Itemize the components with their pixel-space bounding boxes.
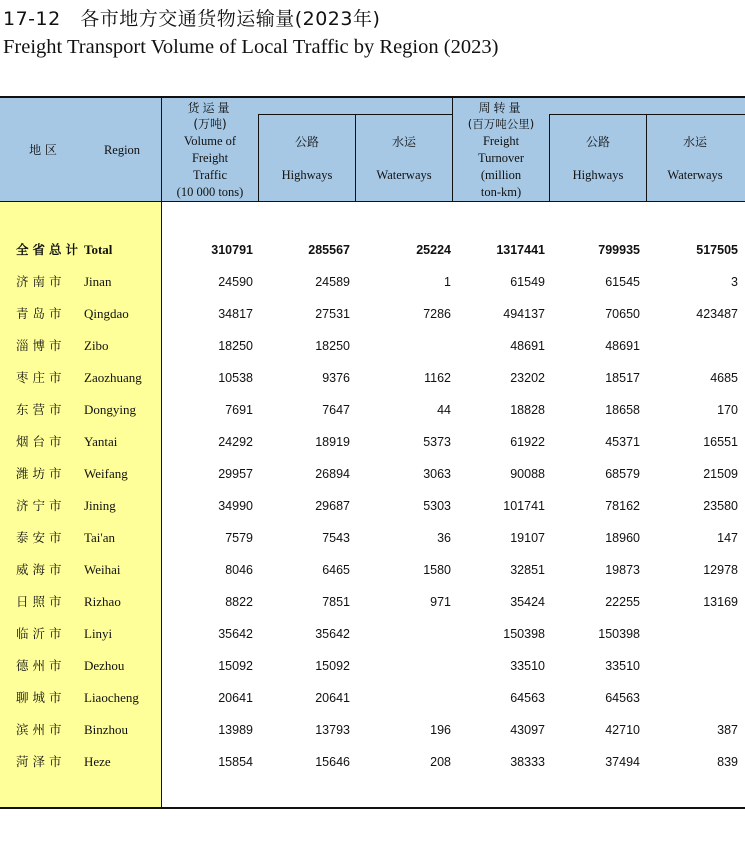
value-cell: 29687 xyxy=(315,499,350,513)
table-row xyxy=(0,394,745,426)
value-cell: 61922 xyxy=(510,435,545,449)
value-cell: 36 xyxy=(437,531,451,545)
region-name-en: Jining xyxy=(84,498,116,513)
value-cell: 33510 xyxy=(605,659,640,673)
value-cell: 24590 xyxy=(218,275,253,289)
value-cell: 1 xyxy=(444,275,451,289)
value-cell: 26894 xyxy=(315,467,350,481)
value-cell: 18250 xyxy=(315,339,350,353)
value-cell: 1317441 xyxy=(496,243,545,257)
value-cell: 517505 xyxy=(696,243,738,257)
region-name-en: Binzhou xyxy=(84,722,129,737)
table-row xyxy=(0,650,745,682)
header-divider xyxy=(258,114,453,115)
value-cell: 61549 xyxy=(510,275,545,289)
region-name-en: Dongying xyxy=(84,402,136,417)
value-cell: 35642 xyxy=(218,627,253,641)
header-volume-en-2: Freight xyxy=(191,151,229,165)
value-cell: 78162 xyxy=(605,499,640,513)
value-cell: 21509 xyxy=(703,467,738,481)
table-row xyxy=(0,362,745,394)
value-cell: 196 xyxy=(430,723,451,737)
value-cell: 68579 xyxy=(605,467,640,481)
header-volume-waterways-cn: 水运 xyxy=(391,135,416,149)
region-name-en: Tai'an xyxy=(84,530,116,545)
value-cell: 1580 xyxy=(423,563,451,577)
region-name-en: Liaocheng xyxy=(84,690,139,705)
table-row xyxy=(0,682,745,714)
header-volume-cn: 货运量 xyxy=(187,101,233,115)
header-volume-en-unit: (10 000 tons) xyxy=(176,185,244,199)
value-cell: 13169 xyxy=(703,595,738,609)
value-cell: 18517 xyxy=(605,371,640,385)
region-name-cn: 德州市 xyxy=(16,658,66,673)
header-divider xyxy=(258,114,259,202)
value-cell: 4685 xyxy=(710,371,738,385)
value-cell: 37494 xyxy=(605,755,640,769)
value-cell: 150398 xyxy=(503,627,545,641)
value-cell: 18960 xyxy=(605,531,640,545)
region-name-en: Linyi xyxy=(84,626,113,641)
value-cell: 285567 xyxy=(308,243,350,257)
region-name-cn: 潍坊市 xyxy=(16,466,66,481)
value-cell: 6465 xyxy=(322,563,350,577)
header-volume-unit-cn: (万吨) xyxy=(193,117,227,131)
region-name-cn: 滨州市 xyxy=(16,722,66,737)
region-name-cn: 烟台市 xyxy=(16,434,66,449)
value-cell: 9376 xyxy=(322,371,350,385)
value-cell: 7691 xyxy=(225,403,253,417)
value-cell: 32851 xyxy=(510,563,545,577)
value-cell: 19873 xyxy=(605,563,640,577)
header-divider xyxy=(549,114,550,202)
region-name-en: Yantai xyxy=(84,434,118,449)
value-cell: 15854 xyxy=(218,755,253,769)
value-cell: 387 xyxy=(717,723,738,737)
value-cell: 7286 xyxy=(423,307,451,321)
value-cell: 208 xyxy=(430,755,451,769)
header-turnover-highways-en: Highways xyxy=(572,168,624,182)
header-turnover-unit-cn: (百万吨公里) xyxy=(467,117,535,131)
value-cell: 150398 xyxy=(598,627,640,641)
value-cell: 64563 xyxy=(510,691,545,705)
table-row xyxy=(0,266,745,298)
region-name-cn: 菏泽市 xyxy=(16,754,66,769)
table-row xyxy=(0,714,745,746)
region-name-cn: 临沂市 xyxy=(16,626,66,641)
region-name-en: Zaozhuang xyxy=(84,370,142,385)
region-name-en: Total xyxy=(84,242,113,257)
value-cell: 48691 xyxy=(510,339,545,353)
region-name-cn: 济南市 xyxy=(16,274,66,289)
value-cell: 24292 xyxy=(218,435,253,449)
region-name-cn: 聊城市 xyxy=(16,690,66,705)
table-row xyxy=(0,458,745,490)
table-row xyxy=(0,554,745,586)
value-cell: 38333 xyxy=(510,755,545,769)
value-cell: 971 xyxy=(430,595,451,609)
value-cell: 3 xyxy=(731,275,738,289)
header-turnover-highways-cn: 公路 xyxy=(585,135,610,149)
region-name-en: Weihai xyxy=(84,562,121,577)
table-row xyxy=(0,586,745,618)
value-cell: 310791 xyxy=(211,243,253,257)
table-header xyxy=(0,96,745,202)
header-turnover-en-4: ton-km) xyxy=(480,185,522,199)
region-name-en: Rizhao xyxy=(84,594,121,609)
value-cell: 18828 xyxy=(510,403,545,417)
header-turnover-cn: 周转量 xyxy=(478,101,524,115)
table-title-english: Freight Transport Volume of Local Traffic by Region (2023) xyxy=(3,36,499,58)
table-row xyxy=(0,490,745,522)
table-row-total xyxy=(0,234,745,266)
value-cell: 7647 xyxy=(322,403,350,417)
value-cell: 3063 xyxy=(423,467,451,481)
value-cell: 42710 xyxy=(605,723,640,737)
value-cell: 35642 xyxy=(315,627,350,641)
value-cell: 101741 xyxy=(503,499,545,513)
header-turnover-en-2: Turnover xyxy=(477,151,525,165)
value-cell: 8822 xyxy=(225,595,253,609)
header-volume-en-3: Traffic xyxy=(192,168,228,182)
header-volume-highways-cn: 公路 xyxy=(294,135,319,149)
region-name-cn: 全省总计 xyxy=(16,242,83,257)
header-divider xyxy=(646,114,647,202)
value-cell: 170 xyxy=(717,403,738,417)
value-cell: 839 xyxy=(717,755,738,769)
region-name-cn: 泰安市 xyxy=(16,530,66,545)
header-divider xyxy=(355,114,356,202)
value-cell: 7579 xyxy=(225,531,253,545)
header-turnover-waterways-cn: 水运 xyxy=(682,135,707,149)
region-name-en: Qingdao xyxy=(84,306,129,321)
header-turnover-en-1: Freight xyxy=(482,134,520,148)
value-cell: 19107 xyxy=(510,531,545,545)
value-cell: 23202 xyxy=(510,371,545,385)
table-row xyxy=(0,330,745,362)
header-divider xyxy=(549,114,745,115)
value-cell: 5303 xyxy=(423,499,451,513)
value-cell: 35424 xyxy=(510,595,545,609)
region-name-cn: 威海市 xyxy=(16,562,66,577)
region-name-en: Dezhou xyxy=(84,658,125,673)
value-cell: 34817 xyxy=(218,307,253,321)
value-cell: 13989 xyxy=(218,723,253,737)
value-cell: 7851 xyxy=(322,595,350,609)
value-cell: 29957 xyxy=(218,467,253,481)
header-region-en: Region xyxy=(103,143,141,157)
table-row xyxy=(0,298,745,330)
table-row xyxy=(0,746,745,778)
table-row xyxy=(0,426,745,458)
header-volume-en-1: Volume of xyxy=(183,134,237,148)
value-cell: 44 xyxy=(437,403,451,417)
value-cell: 45371 xyxy=(605,435,640,449)
region-name-cn: 淄博市 xyxy=(16,338,66,353)
region-name-cn: 日照市 xyxy=(16,594,66,609)
value-cell: 33510 xyxy=(510,659,545,673)
region-name-cn: 东营市 xyxy=(16,402,66,417)
header-volume-waterways-en: Waterways xyxy=(376,168,432,182)
region-name-cn: 枣庄市 xyxy=(16,370,66,385)
value-cell: 18919 xyxy=(315,435,350,449)
header-divider xyxy=(161,98,162,202)
table-row xyxy=(0,618,745,650)
header-turnover-waterways-en: Waterways xyxy=(667,168,723,182)
value-cell: 799935 xyxy=(598,243,640,257)
value-cell: 90088 xyxy=(510,467,545,481)
value-cell: 8046 xyxy=(225,563,253,577)
value-cell: 13793 xyxy=(315,723,350,737)
value-cell: 18250 xyxy=(218,339,253,353)
value-cell: 70650 xyxy=(605,307,640,321)
table-title-chinese: 17-12 各市地方交通货物运输量(2023年) xyxy=(3,8,381,30)
region-name-cn: 济宁市 xyxy=(16,498,66,513)
value-cell: 48691 xyxy=(605,339,640,353)
value-cell: 147 xyxy=(717,531,738,545)
value-cell: 7543 xyxy=(322,531,350,545)
value-cell: 18658 xyxy=(605,403,640,417)
region-name-en: Zibo xyxy=(84,338,109,353)
value-cell: 64563 xyxy=(605,691,640,705)
value-cell: 15646 xyxy=(315,755,350,769)
value-cell: 34990 xyxy=(218,499,253,513)
value-cell: 27531 xyxy=(315,307,350,321)
value-cell: 24589 xyxy=(315,275,350,289)
value-cell: 494137 xyxy=(503,307,545,321)
value-cell: 25224 xyxy=(416,243,451,257)
table-bottom-rule xyxy=(0,807,745,809)
value-cell: 1162 xyxy=(424,371,451,385)
value-cell: 10538 xyxy=(218,371,253,385)
table-row xyxy=(0,522,745,554)
value-cell: 43097 xyxy=(510,723,545,737)
value-cell: 15092 xyxy=(218,659,253,673)
value-cell: 12978 xyxy=(703,563,738,577)
region-name-cn: 青岛市 xyxy=(16,306,66,321)
region-name-en: Jinan xyxy=(84,274,112,289)
value-cell: 61545 xyxy=(605,275,640,289)
header-region-cn: 地 区 xyxy=(29,143,57,157)
region-name-en: Weifang xyxy=(84,466,128,481)
value-cell: 423487 xyxy=(696,307,738,321)
value-cell: 22255 xyxy=(605,595,640,609)
value-cell: 16551 xyxy=(703,435,738,449)
value-cell: 20641 xyxy=(218,691,253,705)
region-name-en: Heze xyxy=(84,754,111,769)
value-cell: 23580 xyxy=(703,499,738,513)
value-cell: 15092 xyxy=(315,659,350,673)
header-volume-highways-en: Highways xyxy=(281,168,333,182)
header-turnover-en-3: (million xyxy=(480,168,522,182)
value-cell: 20641 xyxy=(315,691,350,705)
value-cell: 5373 xyxy=(423,435,451,449)
